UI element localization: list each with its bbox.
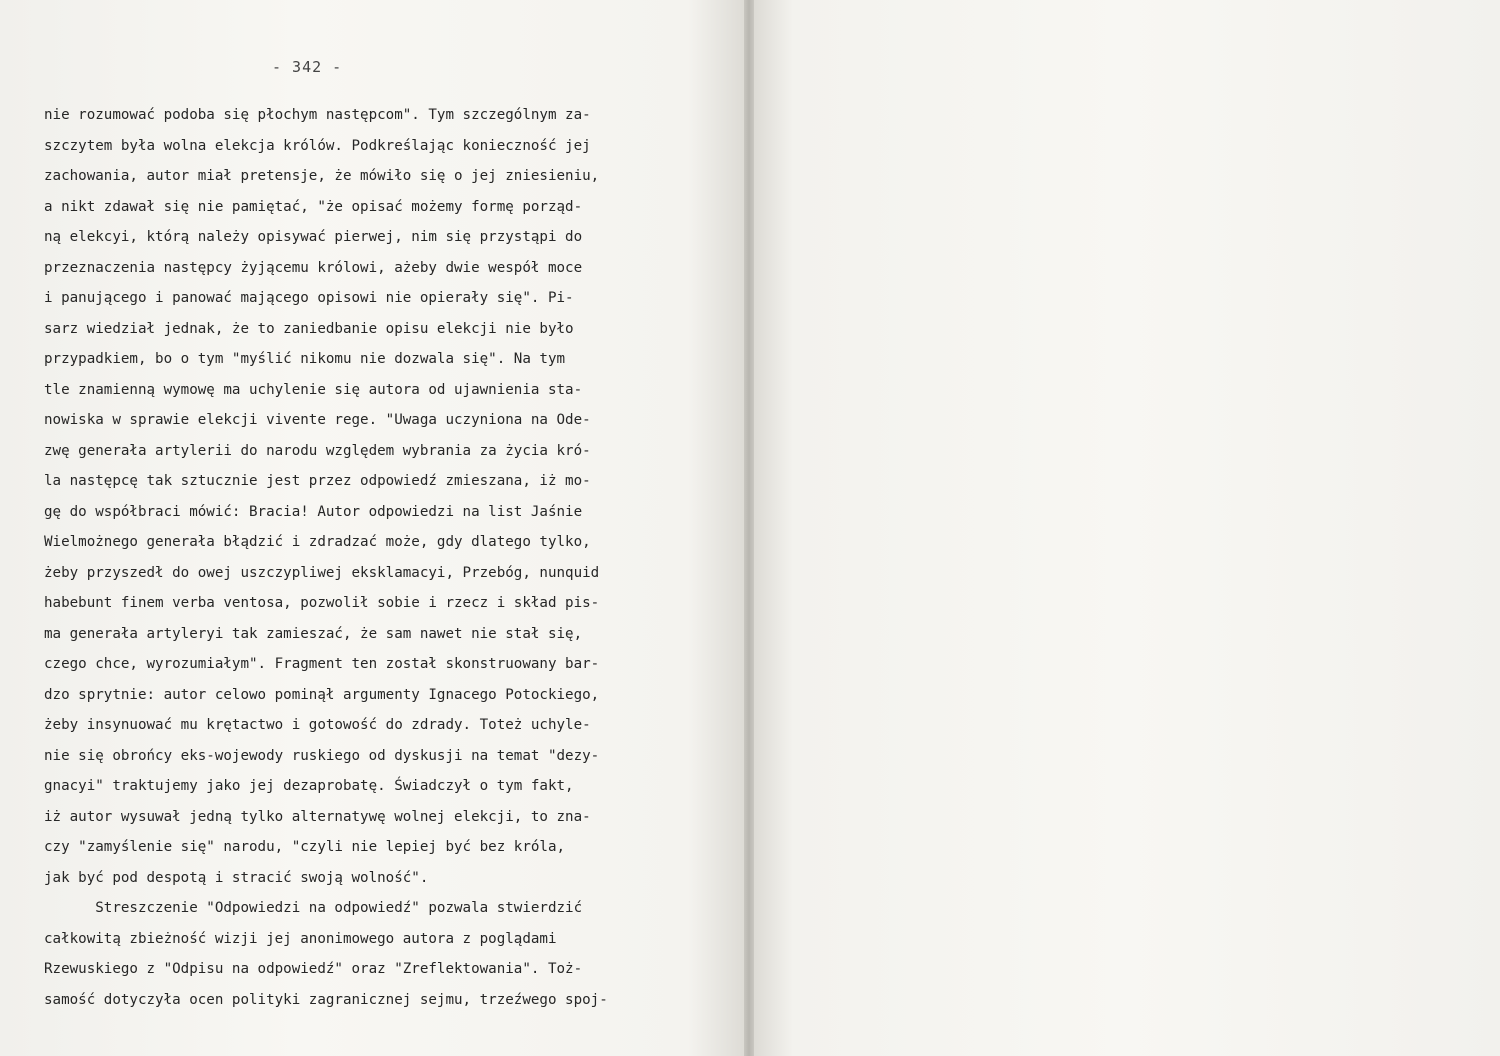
text-line: i panującego i panować mającego opisowi nie opierały się". Pi- [44,290,574,306]
text-line: nie rozumować podoba się płochym następcom". Tym szczególnym za- [44,107,591,123]
text-line: przypadkiem, bo o tym "myślić nikomu nie dozwala się". Na tym [44,351,566,367]
text-line: iż autor wysuwał jedną tylko alternatywę wolnej elekcji, to zna- [44,808,591,825]
text-line: gnacyi" traktujemy jako jej dezaprobatę. Świadczył o tym fakt, [44,778,574,794]
text-line: przeznaczenia następcy żyjącemu królowi, ażeby dwie wespół moce [44,259,583,276]
text-line: czy "zamyślenie się" narodu, "czyli nie lepiej być bez króla, [44,839,566,855]
text-line: żeby insynuować mu krętactwo i gotowość do zdrady. Toteż uchyle- [44,717,591,733]
text-line: całkowitą zbieżność wizji jej anonimowego autora z poglądami [44,930,557,947]
text-line: gę do współbraci mówić: Bracia! Autor odpowiedzi na list Jaśnie [44,503,583,520]
text-line: tle znamienną wymowę ma uchylenie się autora od ujawnienia sta- [44,381,583,398]
text-line: ma generała artyleryi tak zamieszać, że sam nawet nie stał się, [44,625,583,642]
text-line: dzo sprytnie: autor celowo pominął argumenty Ignacego Potockiego, [44,686,600,703]
text-line: zwę generała artylerii do narodu względem wybrania za życia kró- [44,442,591,459]
text-line: nie się obrońcy eks-wojewody ruskiego od dyskusji na temat "dezy- [44,747,600,764]
text-line: sarz wiedział jednak, że to zaniedbanie opisu elekcji nie było [44,320,574,337]
text-line: ną elekcyi, którą należy opisywać pierwej, nim się przystąpi do [44,229,583,245]
text-line: Streszczenie "Odpowiedzi na odpowiedź" pozwala stwierdzić [44,900,583,916]
text-line: habebunt finem verba ventosa, pozwolił sobie i rzecz i skład pis- [44,595,600,611]
text-line: czego chce, wyrozumiałym". Fragment ten został skonstruowany bar- [44,656,600,672]
text-line: jak być pod despotą i stracić swoją wolność". [44,869,429,886]
text-line: samość dotyczyła ocen polityki zagranicznej sejmu, trzeźwego spoj- [44,991,608,1008]
book-gutter [744,0,754,1056]
text-line: a nikt zdawał się nie pamiętać, "że opisać możemy formę porząd- [44,198,583,215]
text-line: Wielmożnego generała błądzić i zdradzać może, gdy dlatego tylko, [44,534,591,550]
right-page [748,0,1500,1056]
left-page [0,0,748,1056]
text-line: nowiska w sprawie elekcji vivente rege. "Uwaga uczyniona na Ode- [44,412,591,428]
text-line: szczytem była wolna elekcja królów. Podkreślając konieczność jej [44,137,591,154]
text-line: zachowania, autor miał pretensje, że mówiło się o jej zniesieniu, [44,168,600,184]
text-line: żeby przyszedł do owej uszczypliwej eksklamacyi, Przebóg, nunquid [44,564,600,581]
page-number-left: - 342 - [272,58,343,76]
text-line: la następcę tak sztucznie jest przez odpowiedź zmieszana, iż mo- [44,473,591,489]
left-page-text [44,100,684,1015]
text-line: Rzewuskiego z "Odpisu na odpowiedź" oraz "Zreflektowania". Toż- [44,961,583,977]
